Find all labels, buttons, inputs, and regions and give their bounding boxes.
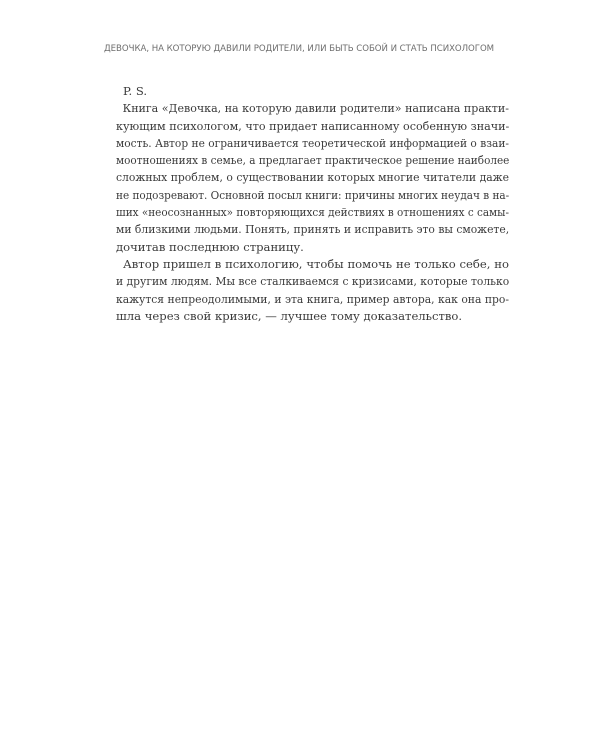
text-line: кажутся непреодолимыми, и эта книга, пример автора, как она про- — [116, 291, 509, 306]
text-line: ми близкими людьми. Понять, принять и исправить это вы сможете, — [116, 222, 510, 237]
text-line: не подозревают. Основной посыл книги: причины многих неудач в на- — [116, 187, 510, 202]
text-line: Автор пришел в психологию, чтобы помочь не только себе, но — [123, 256, 509, 271]
text-line: моотношениях в семье, а предлагает практическое решение наиболее — [116, 153, 510, 168]
paragraph-1 — [116, 100, 509, 256]
page-body — [116, 83, 509, 325]
paragraph-2 — [116, 256, 509, 325]
text-line: Книга «Девочка, на которую давили родители» написана практи- — [122, 101, 510, 116]
text-line: кующим психологом, что придает написанному особенную значи- — [116, 118, 510, 133]
ps-label: P. S. — [123, 84, 148, 98]
text-line: шла через свой кризис, — лучшее тому доказательство. — [116, 308, 463, 323]
text-line: и другим людям. Мы все сталкиваемся с кризисами, которые только — [116, 274, 510, 289]
text-line: дочитав последнюю страницу. — [116, 239, 304, 254]
text-line: мость. Автор не ограничивается теоретической информацией о взаи- — [116, 135, 509, 150]
text-line: сложных проблем, о существовании которых многие читатели даже — [116, 170, 509, 185]
running-head: ДЕВОЧКА, НА КОТОРУЮ ДАВИЛИ РОДИТЕЛИ, ИЛИ БЫТЬ СОБОЙ И СТАТЬ ПСИХОЛОГОМ — [104, 44, 495, 54]
text-line: ших «неосознанных» повторяющихся действиях в отношениях с самы- — [116, 205, 509, 220]
